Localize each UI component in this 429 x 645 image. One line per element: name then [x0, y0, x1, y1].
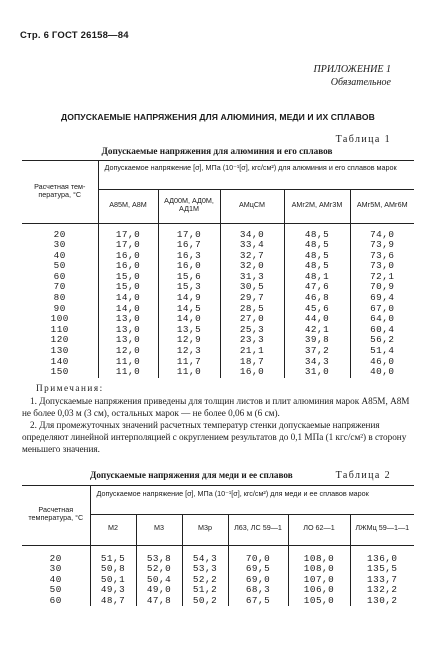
- table1-col-header: АМг5М, АМг6М: [350, 190, 414, 221]
- temperature-cell: 150: [50, 366, 69, 378]
- table1-col-header: АМг2М, АМг3М: [284, 190, 350, 221]
- stress-value-cell: 31,3: [220, 272, 284, 283]
- stress-value-cell: 45,6: [284, 304, 350, 315]
- table-row: [22, 357, 414, 368]
- stress-value-cell: 16,0: [220, 367, 284, 378]
- temperature-cell: 40: [49, 573, 62, 585]
- stress-value-cell: 51,2: [182, 585, 228, 596]
- stress-value-cell: 53,3: [182, 564, 228, 575]
- stress-value-cell: 13,0: [98, 335, 158, 346]
- appendix-title: ПРИЛОЖЕНИЕ 1: [313, 64, 391, 75]
- stress-value-cell: 14,0: [98, 293, 158, 304]
- stress-value-cell: 135,5: [350, 564, 414, 575]
- table-row: [22, 367, 414, 378]
- stress-value-cell: 51,5: [90, 545, 136, 564]
- temperature-cell: 20: [53, 228, 66, 240]
- stress-value-cell: 50,4: [136, 575, 182, 586]
- stress-value-cell: 136,0: [350, 545, 414, 564]
- stress-value-cell: 132,2: [350, 585, 414, 596]
- page-header: Стр. 6 ГОСТ 26158—84: [20, 30, 129, 41]
- stress-value-cell: 23,3: [220, 335, 284, 346]
- table2-col-header: ЛО 62—1: [288, 515, 350, 542]
- stress-value-cell: 21,1: [220, 346, 284, 357]
- stress-value-cell: 17,0: [158, 223, 220, 240]
- stress-value-cell: 68,3: [228, 585, 288, 596]
- stress-value-cell: 56,2: [350, 335, 414, 346]
- stress-value-cell: 37,2: [284, 346, 350, 357]
- stress-value-cell: 69,0: [228, 575, 288, 586]
- stress-value-cell: 106,0: [288, 585, 350, 596]
- table-row: [22, 304, 414, 315]
- temperature-cell: 80: [53, 292, 66, 304]
- stress-value-cell: 48,7: [90, 596, 136, 607]
- stress-value-cell: 39,8: [284, 335, 350, 346]
- stress-value-cell: 70,0: [228, 545, 288, 564]
- table-row: [22, 261, 414, 272]
- stress-value-cell: 11,0: [98, 357, 158, 368]
- table-row: [22, 564, 414, 575]
- stress-value-cell: 73,9: [350, 240, 414, 251]
- stress-value-cell: 48,5: [284, 240, 350, 251]
- stress-value-cell: 49,0: [136, 585, 182, 596]
- stress-value-cell: 47,8: [136, 596, 182, 607]
- temperature-cell: 50: [49, 584, 62, 596]
- stress-value-cell: 16,0: [158, 261, 220, 272]
- stress-value-cell: 15,3: [158, 282, 220, 293]
- temperature-cell: 140: [50, 355, 69, 367]
- stress-value-cell: 73,6: [350, 251, 414, 262]
- stress-value-cell: 32,7: [220, 251, 284, 262]
- stress-value-cell: 47,6: [284, 282, 350, 293]
- temperature-cell: 20: [49, 552, 62, 564]
- table1-group-header: Допускаемое напряжение [σ], МПа (10⁻¹[σ], кгс/см²) для алюминия и его сплавов марок: [98, 161, 414, 190]
- table2-col-header: ЛЖМц 59—1—1: [350, 515, 414, 542]
- appendix-subtitle: Обязательное: [330, 77, 391, 88]
- stress-value-cell: 70,9: [350, 282, 414, 293]
- stress-value-cell: 50,1: [90, 575, 136, 586]
- stress-value-cell: 64,0: [350, 314, 414, 325]
- temperature-cell: 90: [53, 302, 66, 314]
- temperature-cell: 60: [49, 594, 62, 606]
- table1-temp-header: Расчетная тем-пература, °С: [22, 161, 98, 221]
- stress-value-cell: 34,3: [284, 357, 350, 368]
- stress-value-cell: 15,0: [98, 282, 158, 293]
- stress-value-cell: 67,0: [350, 304, 414, 315]
- stress-value-cell: 33,4: [220, 240, 284, 251]
- stress-value-cell: 73,0: [350, 261, 414, 272]
- stress-value-cell: 31,0: [284, 367, 350, 378]
- note-item: 2. Для промежуточных значений расчетных температур стенки допускаемые напряжения определяют линейной интерполяцией с округлением результатов до 0,1 МПа (1 кгс/см²) в сторону меньшего значения.: [22, 420, 407, 454]
- stress-value-cell: 14,5: [158, 304, 220, 315]
- stress-value-cell: 48,5: [284, 261, 350, 272]
- table-row: [22, 293, 414, 304]
- table-row: [22, 325, 414, 336]
- temperature-cell: 100: [50, 313, 69, 325]
- stress-value-cell: 13,0: [98, 314, 158, 325]
- stress-value-cell: 54,3: [182, 545, 228, 564]
- stress-value-cell: 48,5: [284, 251, 350, 262]
- stress-value-cell: 16,0: [98, 261, 158, 272]
- stress-value-cell: 40,0: [350, 367, 414, 378]
- table-row: [22, 272, 414, 283]
- table-row: [22, 575, 414, 586]
- table2-number: Таблица 2: [335, 470, 391, 481]
- stress-value-cell: 16,3: [158, 251, 220, 262]
- stress-value-cell: 17,0: [98, 223, 158, 240]
- table-row: [22, 346, 414, 357]
- stress-value-cell: 48,5: [284, 223, 350, 240]
- table2-col-header: М3р: [182, 515, 228, 542]
- stress-value-cell: 17,0: [98, 240, 158, 251]
- table2-col-header: Л63, ЛС 59—1: [228, 515, 288, 542]
- stress-value-cell: 107,0: [288, 575, 350, 586]
- notes: [22, 382, 414, 455]
- table2-col-header: М3: [136, 515, 182, 542]
- table1-title: Допускаемые напряжения для алюминия и его сплавов: [101, 146, 333, 156]
- stress-value-cell: 69,5: [228, 564, 288, 575]
- stress-value-cell: 11,0: [158, 367, 220, 378]
- stress-value-cell: 27,0: [220, 314, 284, 325]
- temperature-cell: 110: [50, 323, 69, 335]
- stress-value-cell: 105,0: [288, 596, 350, 607]
- table-row: [22, 585, 414, 596]
- stress-value-cell: 133,7: [350, 575, 414, 586]
- stress-value-cell: 50,8: [90, 564, 136, 575]
- stress-value-cell: 11,7: [158, 357, 220, 368]
- stress-value-cell: 72,1: [350, 272, 414, 283]
- table-row: [22, 282, 414, 293]
- stress-value-cell: 108,0: [288, 545, 350, 564]
- stress-value-cell: 13,5: [158, 325, 220, 336]
- stress-value-cell: 29,7: [220, 293, 284, 304]
- stress-value-cell: 30,5: [220, 282, 284, 293]
- stress-value-cell: 42,1: [284, 325, 350, 336]
- stress-value-cell: 12,9: [158, 335, 220, 346]
- stress-value-cell: 11,0: [98, 367, 158, 378]
- table-row: [22, 223, 414, 240]
- stress-value-cell: 14,0: [158, 314, 220, 325]
- table2-group-header: Допускаемое напряжение [σ], МПа (10⁻¹[σ], кгс/см²) для меди и ее сплавов марок: [90, 486, 414, 515]
- temperature-cell: 40: [53, 249, 66, 261]
- note-item: 1. Допускаемые напряжения приведены для толщин листов и плит алюминия марок А85М, А8М не более 0,03 м (3 см), остальных марок — не более 0,06 м (6 см).: [22, 396, 410, 418]
- table1-number: Таблица 1: [335, 134, 391, 145]
- stress-value-cell: 53,8: [136, 545, 182, 564]
- temperature-cell: 30: [49, 563, 62, 575]
- stress-value-cell: 28,5: [220, 304, 284, 315]
- stress-value-cell: 69,4: [350, 293, 414, 304]
- stress-value-cell: 49,3: [90, 585, 136, 596]
- stress-value-cell: 130,2: [350, 596, 414, 607]
- stress-value-cell: 34,0: [220, 223, 284, 240]
- stress-value-cell: 51,4: [350, 346, 414, 357]
- main-title: ДОПУСКАЕМЫЕ НАПРЯЖЕНИЯ ДЛЯ АЛЮМИНИЯ, МЕДИ И ИХ СПЛАВОВ: [61, 112, 375, 122]
- table2: [22, 485, 414, 606]
- appendix-label: [314, 63, 392, 89]
- temperature-cell: 120: [50, 334, 69, 346]
- stress-value-cell: 14,0: [98, 304, 158, 315]
- stress-value-cell: 25,3: [220, 325, 284, 336]
- stress-value-cell: 46,0: [350, 357, 414, 368]
- stress-value-cell: 14,9: [158, 293, 220, 304]
- table-row: [22, 314, 414, 325]
- table-row: [22, 335, 414, 346]
- stress-value-cell: 15,0: [98, 272, 158, 283]
- stress-value-cell: 18,7: [220, 357, 284, 368]
- stress-value-cell: 32,0: [220, 261, 284, 272]
- stress-value-cell: 108,0: [288, 564, 350, 575]
- table1-col-header: А85М, А8М: [98, 190, 158, 221]
- table-row: [22, 596, 414, 607]
- stress-value-cell: 52,2: [182, 575, 228, 586]
- temperature-cell: 60: [53, 270, 66, 282]
- temperature-cell: 50: [53, 260, 66, 272]
- table2-col-header: М2: [90, 515, 136, 542]
- table2-temp-header: Расчетная температура, °С: [28, 504, 84, 522]
- table1-col-header: АМцСМ: [220, 190, 284, 221]
- stress-value-cell: 15,6: [158, 272, 220, 283]
- stress-value-cell: 13,0: [98, 325, 158, 336]
- stress-value-cell: 12,0: [98, 346, 158, 357]
- temperature-cell: 70: [53, 281, 66, 293]
- table2-title: Допускаемые напряжения для меди и ее сплавов: [90, 470, 293, 480]
- stress-value-cell: 60,4: [350, 325, 414, 336]
- table-row: [22, 251, 414, 262]
- stress-value-cell: 46,8: [284, 293, 350, 304]
- table1: [22, 160, 414, 378]
- stress-value-cell: 67,5: [228, 596, 288, 607]
- temperature-cell: 30: [53, 239, 66, 251]
- stress-value-cell: 50,2: [182, 596, 228, 607]
- table-row: [22, 240, 414, 251]
- stress-value-cell: 74,0: [350, 223, 414, 240]
- table1-col-header: АД00М, АД0М, АД1М: [158, 190, 220, 221]
- stress-value-cell: 16,0: [98, 251, 158, 262]
- table-row: [22, 545, 414, 564]
- stress-value-cell: 12,3: [158, 346, 220, 357]
- stress-value-cell: 48,1: [284, 272, 350, 283]
- stress-value-cell: 16,7: [158, 240, 220, 251]
- stress-value-cell: 52,0: [136, 564, 182, 575]
- notes-heading: Примечания:: [36, 383, 104, 393]
- temperature-cell: 130: [50, 345, 69, 357]
- stress-value-cell: 44,0: [284, 314, 350, 325]
